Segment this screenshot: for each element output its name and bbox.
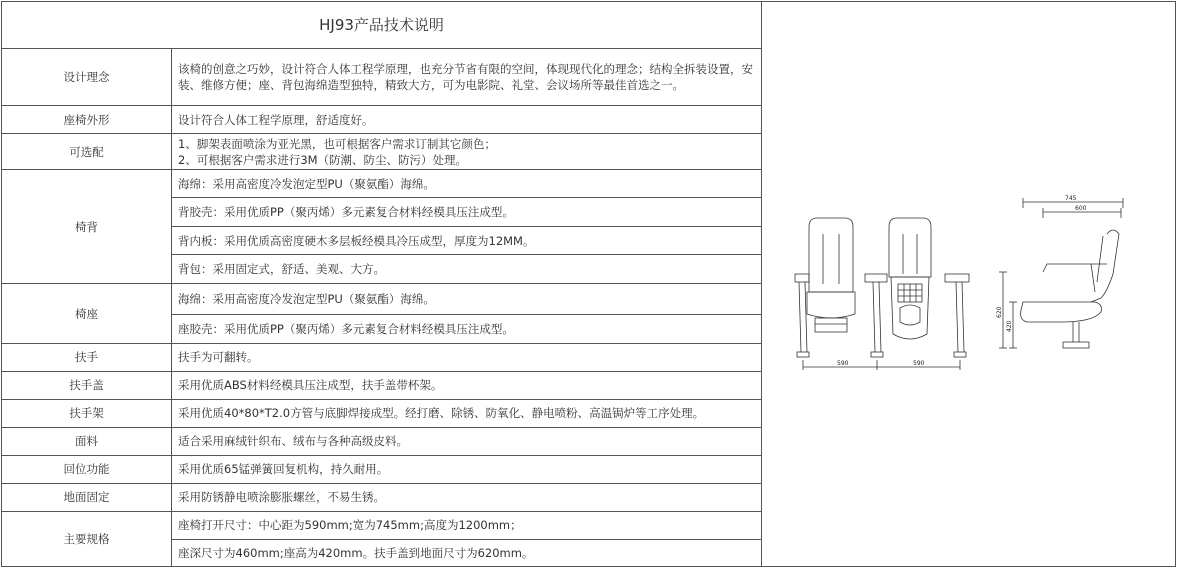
row-value: 座椅打开尺寸：中心距为590mm;宽为745mm;高度为1200mm； xyxy=(172,511,762,539)
front-view-right-chair xyxy=(889,218,931,339)
row-value: 1、脚架表面喷涂为亚光黑，也可根据客户需求订制其它颜色； 2、可根据客户需求进行3M（防潮、防尘、防污）处理。 xyxy=(172,134,762,170)
dimension-label: 620 xyxy=(996,306,1003,318)
side-view-chair xyxy=(1021,230,1119,348)
front-view-dimension xyxy=(803,360,960,370)
row-label: 回位功能 xyxy=(2,455,172,483)
chair-technical-drawing xyxy=(761,2,1176,568)
dimension-label: 745 xyxy=(1065,195,1077,202)
row-value: 采用优质ABS材料经模具压注成型，扶手盖带杯架。 xyxy=(172,371,762,399)
dimension-label: 420 xyxy=(1006,320,1013,332)
row-value: 海绵：采用高密度冷发泡定型PU（聚氨酯）海绵。 xyxy=(172,284,762,314)
spec-table xyxy=(1,1,762,567)
row-label: 主要规格 xyxy=(2,511,172,566)
row-value: 适合采用麻绒针织布、绒布与各种高级皮料。 xyxy=(172,427,762,455)
row-label: 座椅外形 xyxy=(2,106,172,134)
front-view-armrests xyxy=(795,274,969,357)
row-value: 采用优质40*80*T2.0方管与底脚焊接成型。经打磨、除锈、防氧化、静电喷粉、高温锔炉等工序处理。 xyxy=(172,399,762,427)
row-value: 扶手为可翻转。 xyxy=(172,343,762,371)
row-value: 海绵：采用高密度冷发泡定型PU（聚氨酯）海绵。 xyxy=(172,170,762,198)
row-label: 面料 xyxy=(2,427,172,455)
row-label: 椅背 xyxy=(2,170,172,284)
row-value: 背包：采用固定式，舒适、美观、大方。 xyxy=(172,255,762,284)
row-label: 扶手架 xyxy=(2,399,172,427)
row-value: 设计符合人体工程学原理，舒适度好。 xyxy=(172,106,762,134)
row-label: 扶手盖 xyxy=(2,371,172,399)
side-view-dimensions xyxy=(999,198,1123,348)
row-value: 背胶壳：采用优质PP（聚丙烯）多元素复合材料经模具压注成型。 xyxy=(172,198,762,227)
dimension-label: 600 xyxy=(1075,205,1087,212)
chair-drawing-panel xyxy=(761,1,1176,567)
row-label: 椅座 xyxy=(2,284,172,343)
row-value: 座胶壳：采用优质PP（聚丙烯）多元素复合材料经模具压注成型。 xyxy=(172,314,762,343)
row-value: 背内板：采用优质高密度硬木多层板经模具冷压成型，厚度为12MM。 xyxy=(172,227,762,255)
row-label: 地面固定 xyxy=(2,483,172,511)
row-value: 采用防锈静电喷涂膨胀螺丝，不易生锈。 xyxy=(172,483,762,511)
row-label: 扶手 xyxy=(2,343,172,371)
front-view-left-chair xyxy=(807,218,855,332)
dimension-label: 590 xyxy=(913,360,925,367)
row-value: 该椅的创意之巧妙，设计符合人体工程学原理，也充分节省有限的空间，体现现代化的理念；结构全拆装设置，安装、维修方便；座、背包海绵造型独特，精致大方，可为电影院、礼堂、会议场所等最佳首选之一。 xyxy=(172,49,762,106)
dimension-label: 590 xyxy=(837,360,849,367)
row-label: 可选配 xyxy=(2,134,172,170)
page-title: HJ93产品技术说明 xyxy=(2,2,762,49)
row-value: 座深尺寸为460mm;座高为420mm。扶手盖到地面尺寸为620mm。 xyxy=(172,539,762,566)
row-value: 采用优质65锰弹簧回复机构，持久耐用。 xyxy=(172,455,762,483)
row-label: 设计理念 xyxy=(2,49,172,106)
